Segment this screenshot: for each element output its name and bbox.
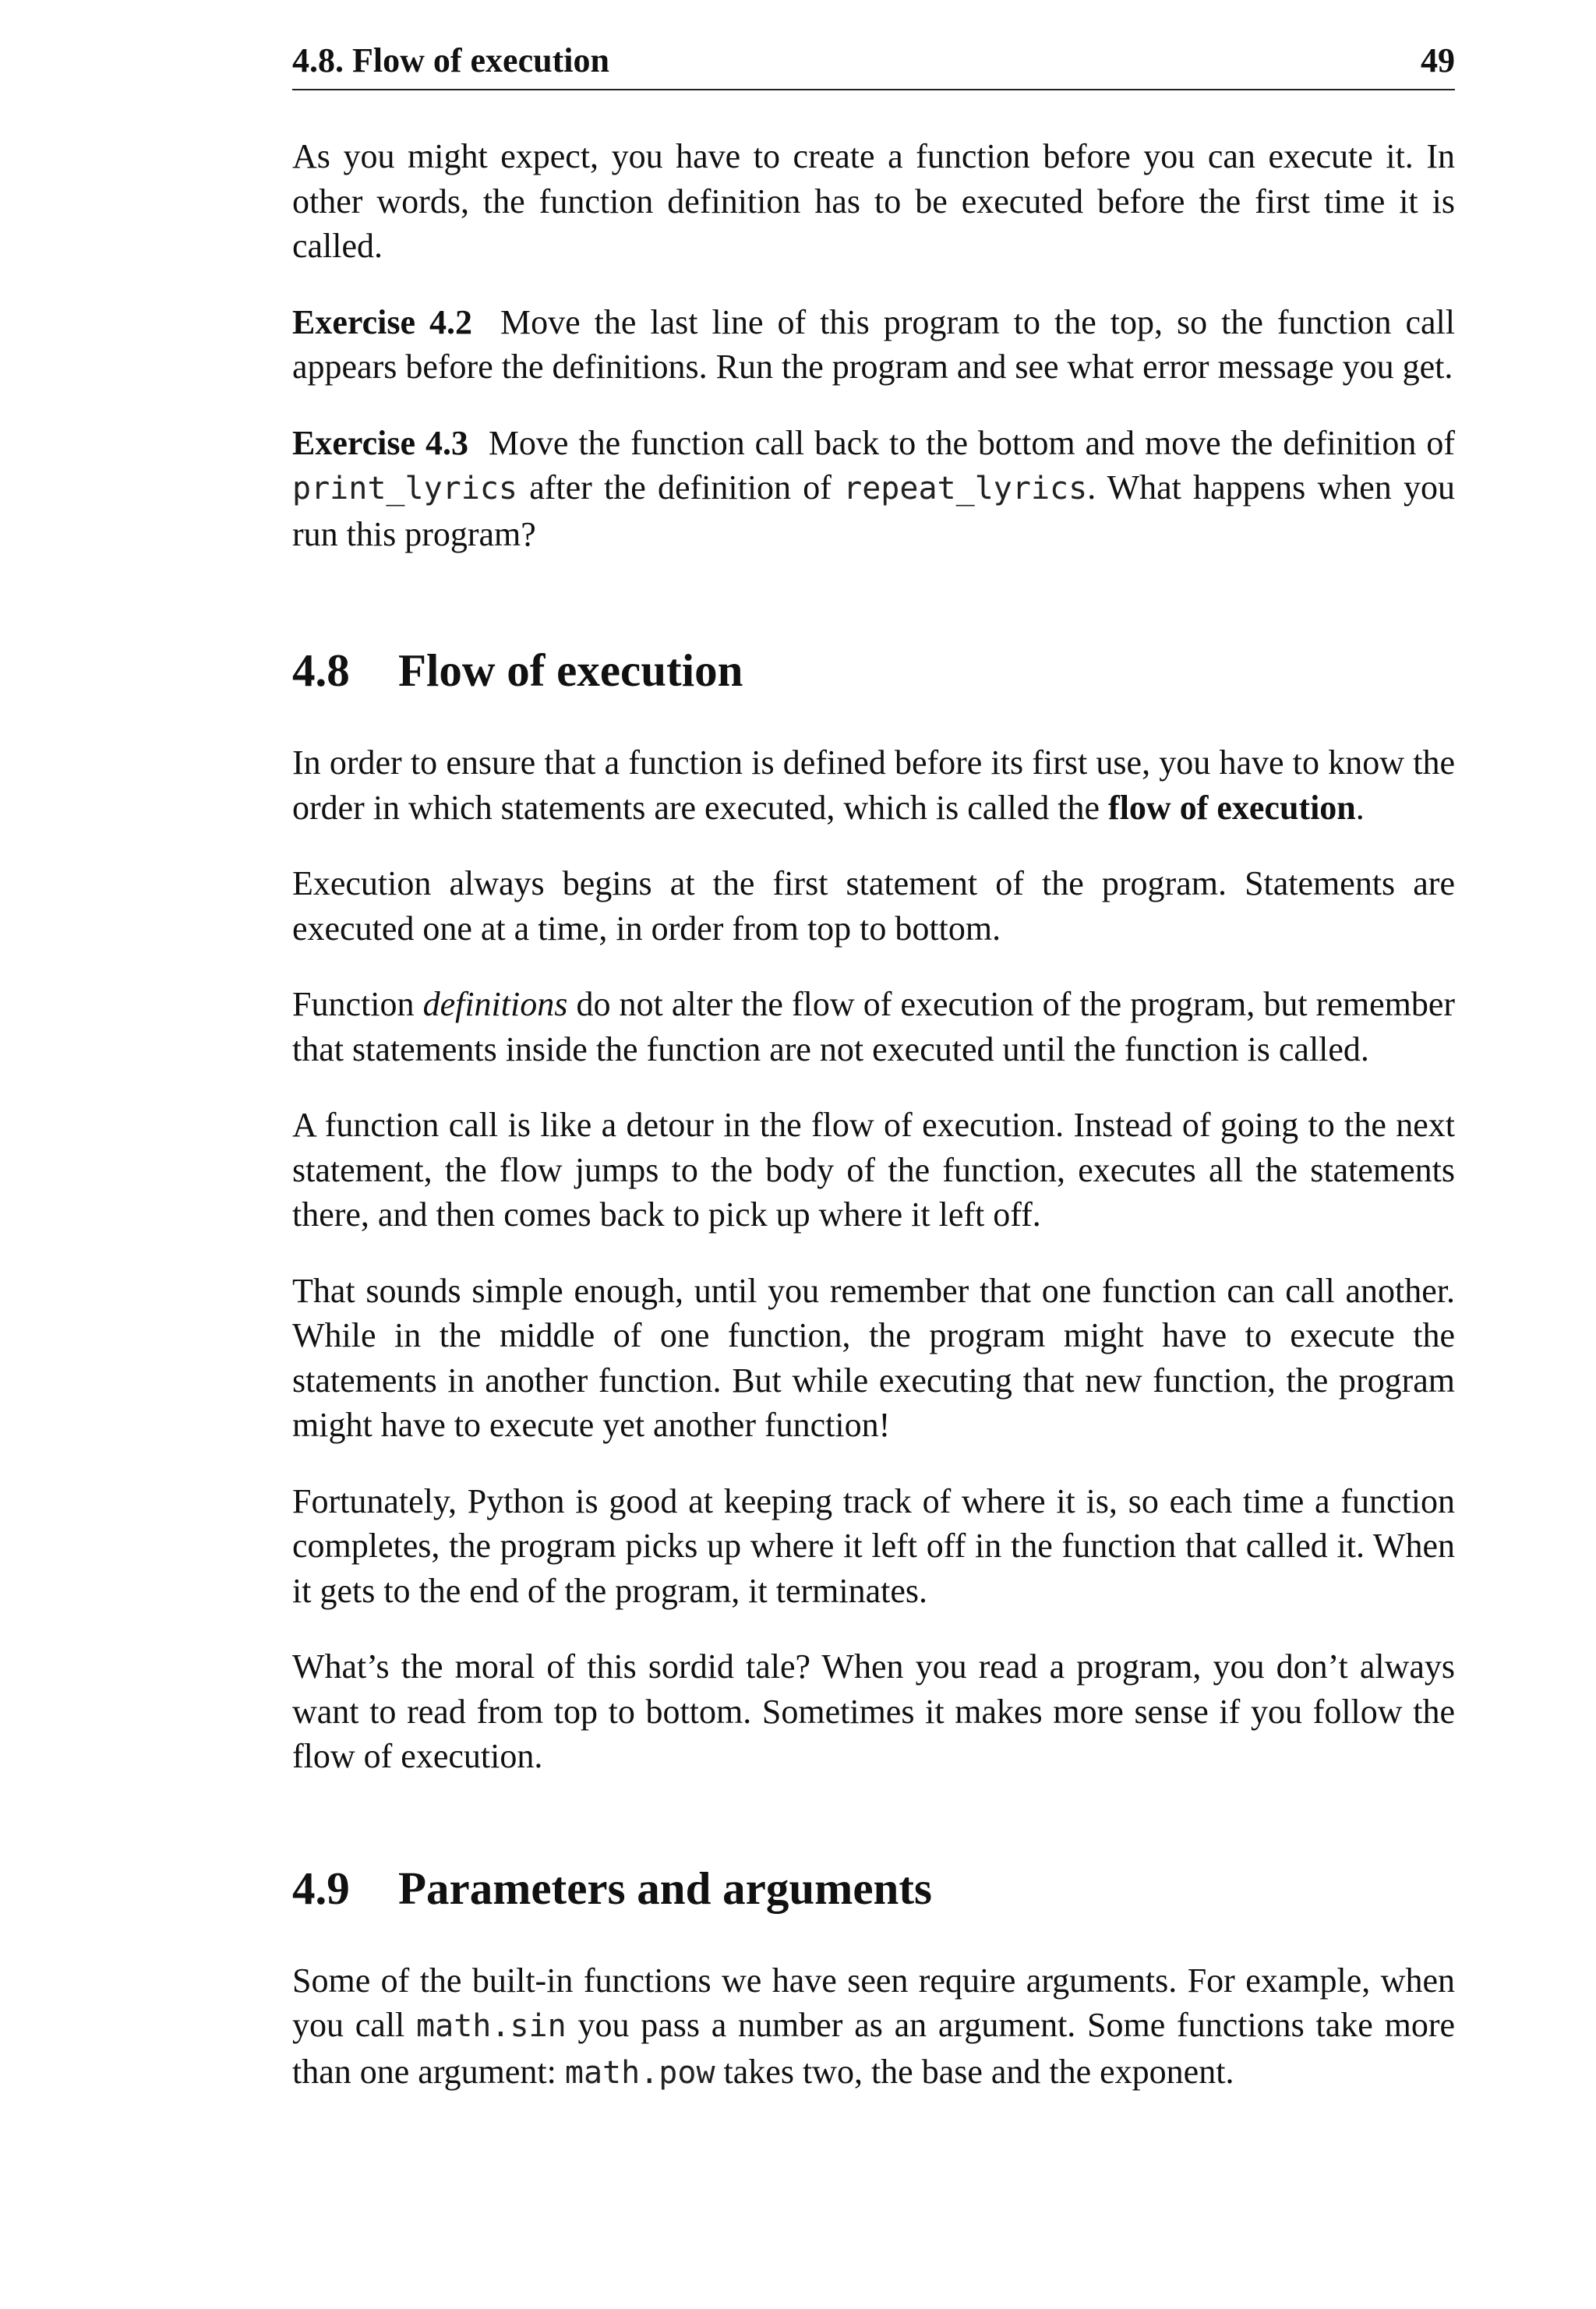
section-title: Parameters and arguments bbox=[398, 1862, 932, 1914]
exercise-text: Move the function call back to the bottom and move the definition of bbox=[488, 423, 1455, 462]
paragraph bbox=[292, 1958, 1455, 2096]
code-print-lyrics: print_lyrics bbox=[292, 471, 517, 507]
paragraph bbox=[292, 740, 1455, 830]
running-header bbox=[292, 39, 1455, 90]
paragraph-text: do not alter the flow of execution of the program, but remember that statements inside the function are not executed until the function is called. bbox=[292, 985, 1456, 1068]
paragraph: What’s the moral of this sordid tale? When you read a program, you don’t always want to read from top to bottom. Sometimes it makes more sense if you follow the flow of execution. bbox=[292, 1647, 1455, 1775]
header-section-title: 4.8. Flow of execution bbox=[292, 41, 609, 79]
paragraph bbox=[292, 982, 1455, 1072]
paragraph: That sounds simple enough, until you remember that one function can call another. While in the middle of one function, the program might have to execute the statements in another function. But while executing that new function, the program might have to execute yet another function! bbox=[292, 1271, 1455, 1444]
exercise-label: Exercise 4.2 bbox=[292, 302, 473, 341]
section-number: 4.8 bbox=[292, 644, 350, 696]
section-number: 4.9 bbox=[292, 1862, 350, 1914]
paragraph: A function call is like a detour in the flow of execution. Instead of going to the next statement, the flow jumps to the body of the function, executes all the statements there, and then comes back to pick up where it left off. bbox=[292, 1106, 1455, 1234]
paragraph-text: . bbox=[1355, 788, 1365, 827]
exercise-label: Exercise 4.3 bbox=[292, 423, 468, 462]
paragraph: Fortunately, Python is good at keeping track of where it is, so each time a function completes, the program picks up where it left off in the function that called it. When it gets to the end of the program, it terminates. bbox=[292, 1481, 1455, 1610]
exercise-text: Move the last line of this program to the top, so the function call appears before the definitions. Run the program and see what error message you get. bbox=[292, 302, 1455, 386]
paragraph-text: takes two, the base and the exponent. bbox=[723, 2052, 1234, 2091]
term-flow-of-execution: flow of execution bbox=[1108, 788, 1356, 827]
section-heading-4-8 bbox=[292, 642, 1455, 698]
section-heading-4-9 bbox=[292, 1860, 1455, 1916]
exercise-text: after the definition of bbox=[529, 468, 832, 507]
header-page-number: 49 bbox=[1421, 41, 1455, 79]
paragraph-text: Some of the built-in functions we have seen require arguments. For example, when you call bbox=[292, 1961, 1455, 2044]
page-content bbox=[292, 134, 1455, 2127]
exercise-4-2 bbox=[292, 300, 1455, 390]
code-math-sin: math.sin bbox=[416, 2008, 567, 2044]
section-title: Flow of execution bbox=[398, 644, 743, 696]
code-repeat-lyrics: repeat_lyrics bbox=[843, 471, 1088, 507]
paragraph-text: Function bbox=[292, 985, 415, 1023]
paragraph-text: you pass a number as an argument. Some functions take more than one argument: bbox=[292, 2006, 1456, 2091]
intro-paragraph: As you might expect, you have to create a function before you can execute it. In other words, the function definition has to be executed before the first time it is called. bbox=[292, 137, 1455, 265]
term-definitions: definitions bbox=[422, 985, 568, 1023]
code-math-pow: math.pow bbox=[564, 2054, 715, 2091]
paragraph: Execution always begins at the first statement of the program. Statements are executed one at a time, in order from top to bottom. bbox=[292, 864, 1455, 948]
exercise-4-3 bbox=[292, 421, 1455, 557]
paragraph-text: In order to ensure that a function is defined before its first use, you have to know the order in which statements are executed, which is called the bbox=[292, 743, 1455, 827]
exercise-text: . What happens when you run this program? bbox=[292, 468, 1456, 553]
